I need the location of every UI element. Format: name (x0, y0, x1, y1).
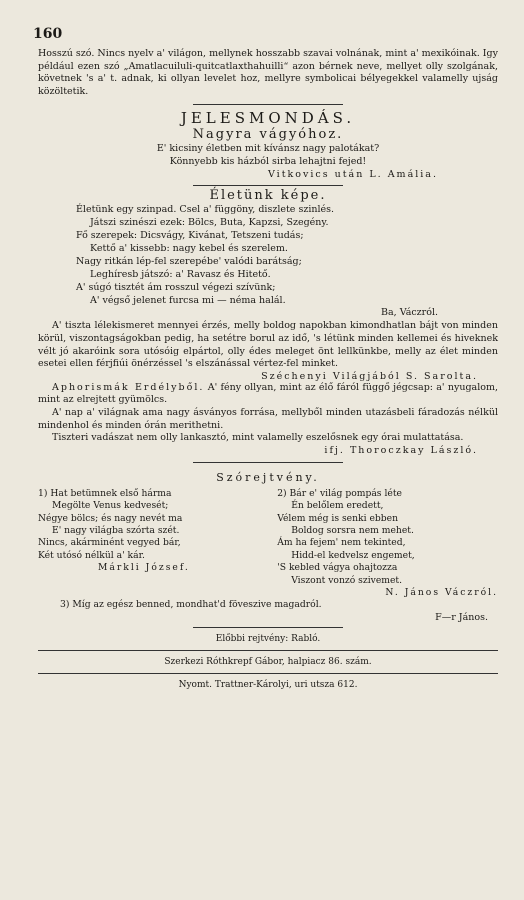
poem1-author: Vitkovics után L. Amália. (267, 169, 438, 181)
riddle-columns (38, 488, 498, 600)
poem1-title: Nagyra vágyóhoz. (192, 127, 344, 143)
divider (38, 650, 498, 651)
riddle-title: Szórejtvény. (216, 470, 320, 484)
riddle-right-author: N. János Váczról. (385, 586, 498, 598)
sun-paragraph: A' nap a' világnak ama nagy ásványos forrása, mellyből minden utazásbeli fáradozás nélkül mindenhol és minden órán merithetni. (38, 406, 498, 431)
page-number: 160 (33, 26, 63, 42)
poem2-title: Életünk képe. (209, 188, 327, 204)
aphorisms-title: Aphorismák Erdélyből. (52, 381, 205, 393)
riddle-line: Viszont vonzó szivemet. (291, 574, 403, 586)
poem2-line-2: Játszi szinészi ezek: Bölcs, Buta, Kapzsi, Szegény. (90, 217, 329, 229)
poem2-line-1: Életünk egy szinpad. Csel a' függöny, diszlete szinlés. (76, 204, 335, 216)
riddle-line: Két utósó nélkül a' kár. (38, 549, 145, 561)
body (38, 48, 498, 690)
riddle-left (38, 488, 259, 600)
poem1-line-1: E' kicsiny életben mit kívánsz nagy palotákat? (156, 143, 380, 155)
riddle-line: 2) Bár e' világ pompás léte (277, 487, 402, 499)
riddle-third: 3) Míg az egész benned, mondhat'd föveszive magadról. (60, 599, 322, 611)
riddle-right (277, 488, 498, 600)
editor-line: Szerkezi Róthkrepf Gábor, halpiacz 86. szám. (164, 656, 372, 667)
riddle-third-author: F—r János. (435, 611, 488, 623)
poem1-line-2: Könnyebb kis házból sirba lehajtni fejed! (169, 156, 367, 168)
poem2-author: Ba, Váczról. (381, 307, 438, 319)
divider (193, 462, 343, 463)
hunt-author: ifj. Thoroczkay László. (324, 444, 478, 456)
riddle-line: Boldog sorsra nem mehet. (291, 524, 414, 536)
divider (193, 627, 343, 628)
poem2-line-4: Kettő a' kissebb: nagy kebel és szerelem. (90, 243, 288, 255)
poem2-line-5: Nagy ritkán lép-fel szerepébe' valódi barátság; (76, 256, 302, 268)
printer-line: Nyomt. Trattner-Károlyi, uri utsza 612. (178, 679, 358, 690)
divider (193, 104, 343, 105)
riddle-line: E' nagy világba szórta szét. (52, 524, 180, 536)
riddle-line: Ám ha fejem' nem tekinted, (277, 537, 406, 549)
poem2-line-3: Fő szerepek: Dicsvágy, Kivánat, Tetszeni tudás; (76, 230, 304, 242)
conscience-paragraph: A' tiszta lélekismeret mennyei érzés, melly boldog napokban kimondhatlan bájt von minden körül, viszontagságokban pedig, ha setétre borul az idő, 's létünk minden kellemei és hiveknek vélt jó akaróink sora utósóig elpártol, olly édes meleget önt lellkünkbe, melly az élet minden esetei ellen férjfiúi önérzéssel 's elszánással vértez-fel minket. (38, 320, 498, 370)
riddle-line: 'S kebled vágya ohajtozza (277, 562, 398, 574)
divider (193, 185, 343, 186)
riddle-left-author: Márkli József. (98, 562, 190, 574)
poem2-line-7: A' súgó tisztét ám rosszul végezi szívünk; (76, 282, 276, 294)
riddle-line: Én belőlem eredett, (291, 500, 384, 512)
riddle-line: Négye bölcs; és nagy nevét ma (38, 512, 183, 524)
riddle-line: Nincs, akárminént vegyed bár, (38, 537, 181, 549)
riddle-line: Vélem még is senki ebben (277, 512, 399, 524)
riddle-line: Megölte Venus kedvesét; (52, 500, 169, 512)
poem2-line-8: A' végső jelenet furcsa mi — néma halál. (90, 295, 286, 307)
riddle-line: 1) Hat betümnek első hárma (38, 487, 172, 499)
divider (38, 673, 498, 674)
riddle-line: Hidd-el kedvelsz engemet, (291, 549, 415, 561)
aphorisms-text: A' fény ollyan, mint az élő fáról függő jégcsap: a' nyugalom, mint az elrejtett gyümölcs. (38, 381, 498, 406)
poem2-line-6: Leghíresb játszó: a' Ravasz és Hitető. (90, 269, 271, 281)
hunt-paragraph: Tiszteri vadászat nem olly lankasztó, mint valamelly eszelősnek egy órai mulattatása. (52, 432, 464, 444)
intro-paragraph: Hosszú szó. Nincs nyelv a' világon, mellynek hosszabb szavai volnának, mint a' mexikóinak. Igy például ezen szó „Amatlacuiluli-quitcatlaxthahuilli“ azon bérnek neve, mellyet olly szolgának, követnek 's a' t. adnak, ki ollyan levelet hoz, mellyre symbolicai bélyegekkel valamelly ujság közöltetik. (38, 48, 498, 97)
section-title: JELESMONDÁS. (180, 109, 356, 128)
previous-answer: Előbbi rejtvény: Rabló. (215, 633, 321, 644)
conscience-author: Széchenyi Világjából S. Sarolta. (261, 370, 478, 382)
